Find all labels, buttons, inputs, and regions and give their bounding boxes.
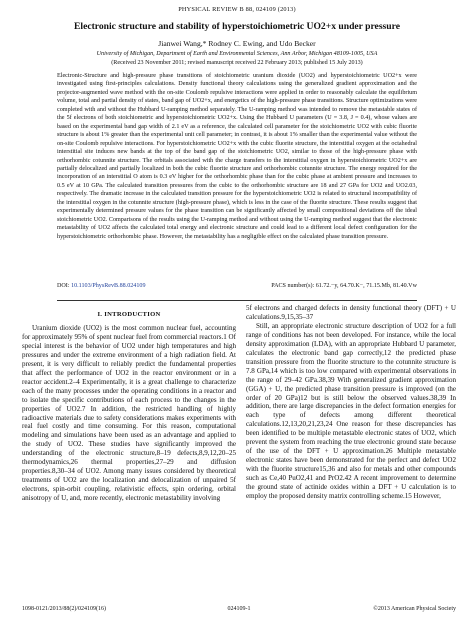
right-column: [246, 304, 456, 501]
author-list: Jianwei Wang,* Rodney C. Ewing, and Udo Becker: [158, 39, 316, 48]
intro-paragraph-1: Uranium dioxide (UO2) is the most common nuclear fuel, accounting for approximately 95% of spent nuclear fuel from commercial reactors.1 Of special interest is the behavior of UO2 under high temperatures and high pressures and under the extreme environment of a high radiation field. At present, it is very difficult to reliably predict the fundamental properties that affect the performance of UO2 in the reactor environment or in a reactor accident.2–4 Experimentally, it is a great challenge to characterize each of the many processes under the operating conditions in a reactor and to isolate the specific contributions of each process to the changes in the properties of UO2.7 In addition, the restricted handling of highly radioactive materials due to safety considerations makes experiments with real fuel costly and time consuming. For this reason, computational modeling and simulations have been used as an advantage and applied to the study of UO2. These studies have significantly improved the understanding of the electronic structure,8–19 defects,8,9,12,20–25 thermodynamics,26 thermal properties,27–29 and diffusion properties.8,30–34 of UO2. Among many issues considered by theoretical treatments of UO2 are the localization and delocalization of unpaired 5f electrons, spin-orbit coupling, relativistic effects, spin ordering, orbital anisotropy of U, and, more recently, electronic metastability involving: [22, 324, 236, 503]
journal-header: PHYSICAL REVIEW B 88, 024109 (2013): [178, 6, 296, 13]
page-number: 024109-1: [227, 606, 251, 612]
footer-issn: 1098-0121/2013/88(2)/024109(16): [22, 606, 106, 612]
copyright: ©2013 American Physical Society: [373, 606, 456, 612]
intro-paragraph-2: Still, an appropriate electronic structure description of UO2 for a full range of conditions has not been developed. For instance, while the local density approximation (LDA), with an appropriate Hubbard U parameter, calculates the electronic band gap correctly,12 the predicted phase transition pressure from the fluorite structure to the cotunnite structure is 7.8 GPa,14 which is too low compared with experimental observations in the range of 29–42 GPa.38,39 With generalized gradient approximation (GGA) + U, the predicted phase transition pressure is improved (on the order of 20 GPa)12 but is still below the observed values.38,39 In addition, there are large discrepancies in the defect formation energies for each type of defects among different theoretical calculations.12,13,20,21,23,24 One reason for these discrepancies has been identified to be multiple metastable electronic states of UO2, which prevent the system from reaching the true electronic ground state because of the use of the DFT + U approximation.26 Multiple metastable electronic states have been demonstrated for the perfect and defect UO2 with the fluorite structure15,36 and also for metals and other compounds such as Ce,40 PuO2,41 and PrO2.42 A recent improvement to determine the ground state of actinide oxides within a DFT + U calculation is to employ the proposed density matrix controlling scheme.15 However,: [246, 321, 456, 501]
doi-label: DOI:: [57, 283, 72, 289]
affiliation: University of Michigan, Department of Earth and Environmental Sciences, Ann Arbor, Michigan 48109-1005, USA: [96, 51, 378, 57]
section-heading: I. INTRODUCTION: [97, 311, 161, 318]
left-column: [22, 324, 236, 503]
section-divider: [57, 300, 417, 301]
paper-title: Electronic structure and stability of hyperstoichiometric UO2+x under pressure: [74, 21, 400, 32]
page-footer: [22, 606, 456, 612]
doi-pacs-row: [57, 283, 417, 289]
doi-link[interactable]: 10.1103/PhysRevB.88.024109: [71, 283, 146, 289]
received-dates: (Received 23 November 2011; revised manuscript received 22 February 2013; published 15 July 2013): [111, 60, 363, 66]
pacs-numbers: PACS number(s): 61.72.−y, 64.70.K−, 71.15.Mb, 81.40.Vw: [271, 283, 417, 289]
intro-paragraph-continued: 5f electrons and charged defects in density functional theory (DFT) + U calculations.9,15,35–37: [246, 304, 456, 321]
abstract: Electronic-Structure and high-pressure phase transitions of stoichiometric uranium dioxide (UO2) and hyperstoichiometric UO2+x were investigated using first-principles calculations. Density functional theory calculations using the generalized gradient approximation and the projector-augmented wave method with the on-site Coulomb repulsive interactions were applied in order to reasonably calculate the equilibrium volume, total and partial density of states, band gap of UO2+x, and energetics of the high-pressure phase transitions. Structure optimizations were completed with and without the Hubbard U-ramping method separately. The U-ramping method was intended to remove the metastable states of the 5f electrons of both stoichiometric and hyperstoichiometric UO2+x. Using the Hubbard U parameters (U = 3.8, J = 0.4), whose values are based on the experimental band gap width of 2.1 eV as a reference, the calculated cell parameter for the stoichiometric UO2 with cubic fluorite structure is about 1% greater than the experimental unit cell parameter; in contrast, it is about 1% smaller than the experimental value without the on-site Coulomb repulsive interactions. For hyperstoichiometric UO2+x with the cubic fluorite structure, the interstitial oxygen at the octahedral interstitial site induces new bands at the top of the band gap of the stoichiometric UO2, similar to those of the high-pressure phase with orthorhombic cotunnite structure. The orbitals associated with the charge transfers to the interstitial oxygen in hyperstoichiometric UO2+x are partially delocalized and partially localized in both the cubic fluorite structure and orthorhombic cotunnite structure. The energy required for the incorporation of an interstitial O atom is 0.3 eV higher for the orthorhombic phase than for the cubic phase at ambient pressure and increases to 0.5 eV at 10 GPa. The calculated transition pressures from the cubic to the orthorhombic structure are 18 and 27 GPa for UO2 and UO2.03, respectively. The dramatic increase in the calculated transition pressure for the hyperstoichiometric UO2 is related to structural incompatibility of the interstitial oxygen in the cotunnite structure (high-pressure phase), which is less in the case of the fluorite structure. These results suggest that experimentally determined pressure values for the phase transition can be significantly affected by small compositional deviations off the ideal stoichiometric UO2. Comparisons of the results using the U-ramping method and without using the U-ramping method suggest that the electronic metastability of UO2 affects the calculated total energy and electronic structure and could lead to a different local defect configuration for the hyperstoichiometric orthorhombic phase. However, the metastability has a negligible effect on the calculated phase transition pressure.: [57, 73, 417, 240]
